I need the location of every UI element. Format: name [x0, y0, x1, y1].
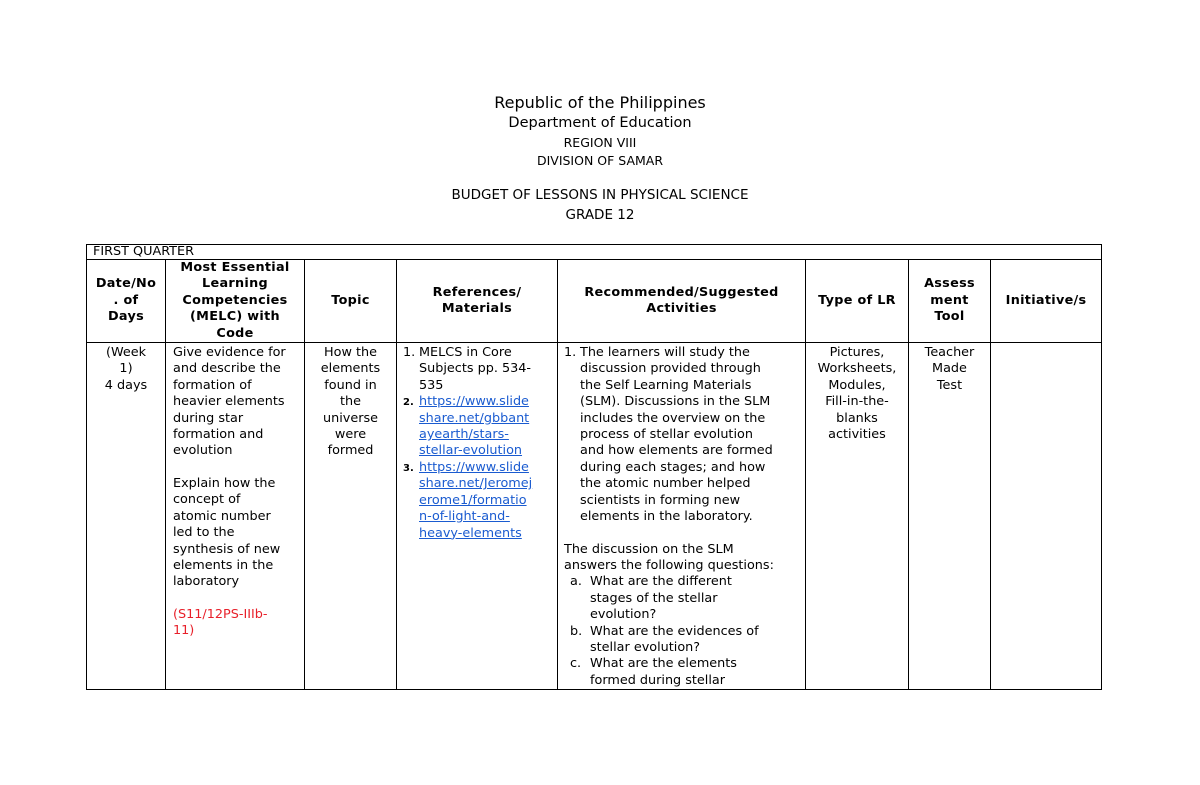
melc-text-1	[173, 345, 300, 460]
header-assessment-tool	[909, 260, 991, 343]
text-line: Assess	[924, 276, 975, 292]
country-heading: Republic of the Philippines	[494, 93, 706, 112]
text-line: Pictures,	[829, 345, 885, 361]
question-item	[558, 574, 805, 623]
text-line: Recommended/Suggested	[584, 284, 779, 300]
text-line: . of	[113, 292, 139, 308]
reference-item	[397, 345, 557, 394]
text-line: synthesis of new	[173, 541, 281, 557]
text-line: 11)	[173, 623, 195, 639]
cell-references	[397, 343, 558, 690]
text-line: Subjects pp. 534-	[419, 361, 531, 377]
text-line: n-of-light-and-	[419, 509, 510, 525]
text-line: 535	[419, 377, 444, 393]
cell-melc	[166, 343, 305, 690]
text-line: answers the following questions:	[564, 557, 774, 573]
text-line: were	[334, 427, 367, 443]
melc-code	[173, 607, 300, 640]
text-line: and describe the	[173, 361, 281, 377]
text-line: Worksheets,	[817, 361, 897, 377]
text-line: ment	[930, 292, 969, 308]
reference-item	[397, 460, 557, 542]
text-line: Test	[936, 377, 963, 393]
text-line: scientists in forming new	[580, 492, 741, 508]
reference-number: 3.	[403, 462, 414, 474]
text-line: https://www.slide	[419, 459, 529, 475]
header-type-of-lr	[806, 260, 909, 343]
text-line: https://www.slide	[419, 394, 529, 410]
header-melc	[166, 260, 305, 343]
question-item	[558, 656, 805, 689]
text-line: stellar-evolution	[419, 443, 523, 459]
text-line: the	[339, 394, 361, 410]
text-line: concept of	[173, 492, 241, 508]
text-line: Type of LR	[818, 292, 896, 308]
reference-number: 1.	[403, 345, 416, 361]
text-line: laboratory	[173, 574, 240, 590]
text-line: heavy-elements	[419, 525, 522, 541]
text-line: Days	[107, 309, 145, 325]
text-line: atomic number	[173, 508, 271, 524]
text-line: share.net/Jeromej	[419, 476, 533, 492]
text-line: formation and	[173, 427, 264, 443]
text-line: References/	[432, 284, 522, 300]
department-heading: Department of Education	[508, 115, 692, 131]
text-line: elements	[320, 361, 381, 377]
text-line: Most Essential	[180, 260, 290, 275]
text-line: 4 days	[104, 377, 148, 393]
cell-topic	[305, 343, 397, 690]
activities-list	[558, 345, 805, 525]
text-line: Code	[216, 325, 254, 341]
text-line: Initiative/s	[1005, 292, 1087, 308]
region-heading: REGION VIII	[563, 135, 637, 150]
text-line: The discussion on the SLM	[564, 541, 734, 557]
reference-link[interactable]	[419, 394, 557, 460]
header-topic	[305, 260, 397, 343]
text-line: ayearth/stars-	[419, 427, 509, 443]
discussion-intro	[558, 542, 805, 575]
text-line: Topic	[331, 292, 370, 308]
text-line: Materials	[441, 301, 513, 317]
header-activities	[558, 260, 806, 343]
text-line: 1)	[119, 361, 133, 377]
text-line: stages of the stellar	[590, 590, 718, 606]
text-line: formed	[327, 443, 374, 459]
question-text	[590, 624, 805, 657]
melc-text-2	[173, 476, 300, 591]
text-line: erome1/formatio	[419, 492, 527, 508]
text-line: stellar evolution?	[590, 639, 701, 655]
activity-number: 1.	[564, 345, 577, 361]
text-line: formation of	[173, 377, 252, 393]
text-line: evolution?	[590, 607, 657, 623]
cell-assessment-tool	[909, 343, 991, 690]
text-line: formed during stellar	[590, 672, 726, 688]
header-initiatives	[991, 260, 1102, 343]
reference-item	[397, 394, 557, 460]
text-line: Teacher	[924, 345, 975, 361]
text-line: led to the	[173, 525, 235, 541]
header-date	[87, 260, 166, 343]
reference-number: 2.	[403, 397, 414, 409]
text-line: evolution	[173, 443, 233, 459]
text-line: (Week	[105, 345, 147, 361]
text-line: elements in the	[173, 557, 274, 573]
text-line: the atomic number helped	[580, 476, 751, 492]
question-text	[590, 574, 805, 623]
text-line: (S11/12PS-IIIb-	[173, 606, 268, 622]
quarter-label: FIRST QUARTER	[87, 245, 1102, 260]
question-letter: a.	[570, 574, 582, 590]
text-line: blanks	[836, 410, 878, 426]
cell-type-of-lr	[806, 343, 909, 690]
text-line: Made	[932, 361, 967, 377]
text-line: process of stellar evolution	[580, 427, 753, 443]
text-line: elements in the laboratory.	[580, 509, 753, 525]
question-text	[590, 656, 805, 689]
activity-text	[580, 345, 805, 525]
text-line: Date/No	[95, 276, 157, 292]
text-line: Learning	[202, 276, 268, 292]
reference-link[interactable]	[419, 460, 557, 542]
text-line: activities	[828, 427, 886, 443]
text-line: The learners will study the	[580, 345, 750, 361]
text-line: found in	[324, 377, 377, 393]
text-line: How the	[324, 345, 377, 361]
cell-activities	[558, 343, 806, 690]
question-item	[558, 624, 805, 657]
text-line: heavier elements	[173, 394, 285, 410]
text-line: universe	[322, 410, 379, 426]
text-line: includes the overview on the	[580, 410, 766, 426]
text-line: Tool	[934, 309, 965, 325]
budget-of-lessons-table	[86, 244, 1102, 690]
text-line: Modules,	[828, 377, 886, 393]
text-line: share.net/gbbant	[419, 410, 530, 426]
question-letter: c.	[570, 656, 582, 672]
text-line: What are the different	[590, 574, 732, 590]
text-line: Explain how the	[173, 475, 276, 491]
document-title: BUDGET OF LESSONS IN PHYSICAL SCIENCE	[451, 187, 749, 203]
text-line: Give evidence for	[173, 345, 286, 361]
question-letter: b.	[570, 623, 583, 639]
text-line: (SLM). Discussions in the SLM	[580, 394, 771, 410]
cell-initiatives	[991, 343, 1102, 690]
header-references	[397, 260, 558, 343]
activity-item	[558, 345, 805, 525]
text-line: Fill-in-the-	[825, 394, 889, 410]
text-line: during star	[173, 410, 244, 426]
text-line: during each stages; and how	[580, 459, 766, 475]
reference-text	[419, 345, 557, 394]
text-line: the Self Learning Materials	[580, 377, 752, 393]
cell-date	[87, 343, 166, 690]
text-line: and how elements are formed	[580, 443, 773, 459]
text-line: discussion provided through	[580, 361, 761, 377]
division-heading: DIVISION OF SAMAR	[536, 153, 664, 168]
text-line: (MELC) with	[190, 309, 280, 325]
text-line: Activities	[646, 301, 717, 317]
text-line: What are the elements	[590, 656, 737, 672]
text-line: What are the evidences of	[590, 623, 759, 639]
questions-list	[558, 574, 805, 689]
text-line: MELCS in Core	[419, 345, 512, 361]
references-list	[397, 345, 557, 542]
text-line: Competencies	[182, 292, 288, 308]
grade-level: GRADE 12	[565, 207, 635, 223]
